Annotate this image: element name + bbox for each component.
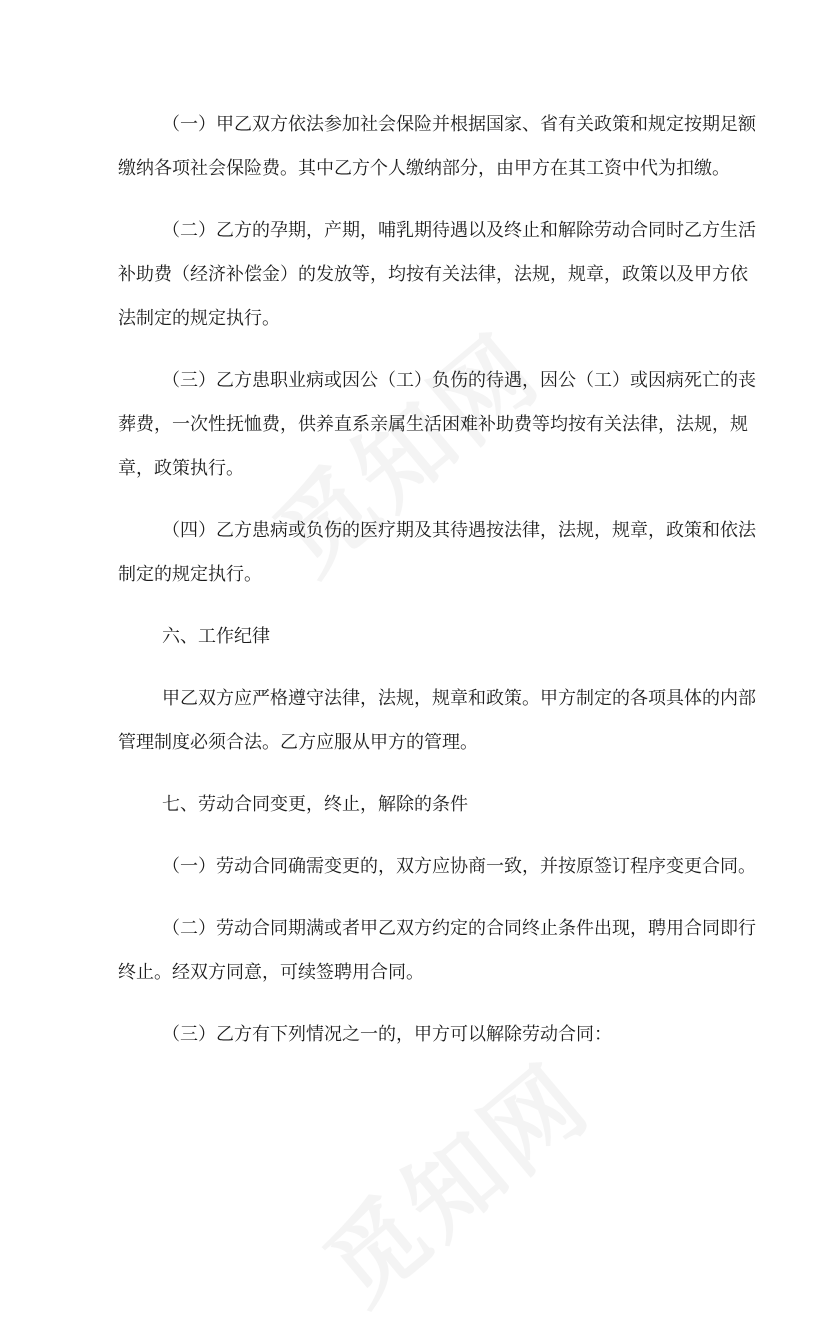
paragraph-line: 甲乙双方应严格遵守法律，法规，规章和政策。甲方制定的各项具体的内部 xyxy=(162,688,756,709)
paragraph-line: 终止。经双方同意，可续签聘用合同。 xyxy=(118,962,424,983)
paragraph-line: （二）乙方的孕期，产期，哺乳期待遇以及终止和解除劳动合同时乙方生活 xyxy=(162,220,756,241)
paragraph-line: （三）乙方有下列情况之一的，甲方可以解除劳动合同： xyxy=(162,1024,612,1045)
watermark xyxy=(292,1028,614,1329)
paragraph-line: 葬费，一次性抚恤费，供养直系亲属生活困难补助费等均按有关法律，法规，规 xyxy=(118,414,748,435)
paragraph-line: （二）劳动合同期满或者甲乙双方约定的合同终止条件出现，聘用合同即行 xyxy=(162,918,756,939)
section-heading: 六、工作纪律 xyxy=(162,626,270,647)
paragraph-line: 缴纳各项社会保险费。其中乙方个人缴纳部分，由甲方在其工资中代为扣缴。 xyxy=(118,158,730,179)
paragraph-line: （一）甲乙双方依法参加社会保险并根据国家、省有关政策和规定按期足额 xyxy=(162,114,756,135)
paragraph-line: （三）乙方患职业病或因公（工）负伤的待遇，因公（工）或因病死亡的丧 xyxy=(162,370,756,391)
paragraph-line: 法制定的规定执行。 xyxy=(118,308,280,329)
paragraph-line: 制定的规定执行。 xyxy=(118,564,262,585)
paragraph-line: （一）劳动合同确需变更的，双方应协商一致，并按原签订程序变更合同。 xyxy=(162,856,756,877)
paragraph-line: 补助费（经济补偿金）的发放等，均按有关法律，法规，规章，政策以及甲方依 xyxy=(118,264,748,285)
paragraph-line: （四）乙方患病或负伤的医疗期及其待遇按法律，法规，规章，政策和依法 xyxy=(162,520,756,541)
watermark xyxy=(242,298,564,600)
paragraph-line: 章，政策执行。 xyxy=(118,458,244,479)
section-heading: 七、劳动合同变更，终止，解除的条件 xyxy=(162,794,468,815)
paragraph-line: 管理制度必须合法。乙方应服从甲方的管理。 xyxy=(118,732,478,753)
